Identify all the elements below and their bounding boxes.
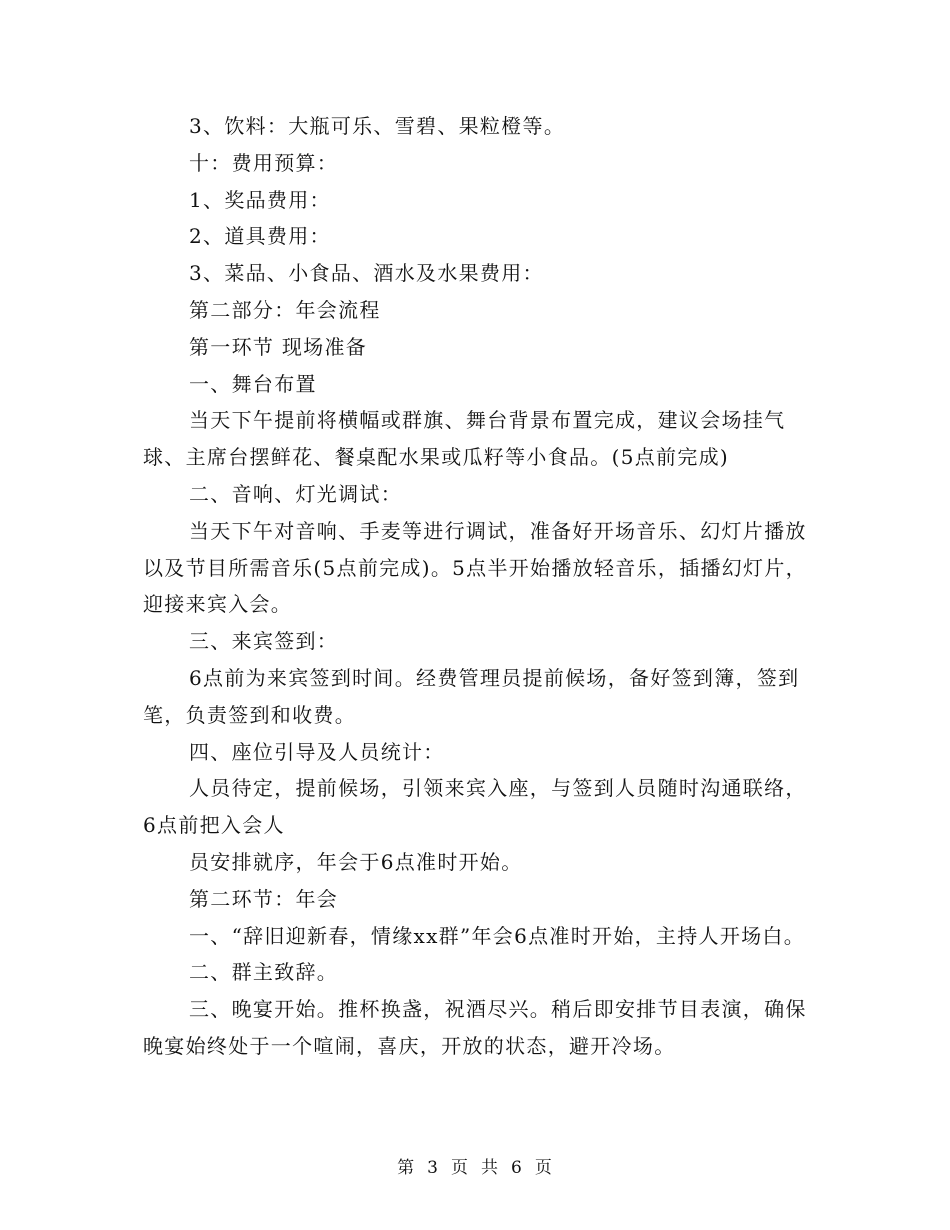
current-page-number: 3: [427, 1158, 439, 1178]
paragraph: 6点前为来宾签到时间。经费管理员提前候场，备好签到簿，签到笔，负责签到和收费。: [143, 665, 800, 727]
paragraph: 三、来宾签到：: [189, 629, 339, 654]
paragraph: 四、座位引导及人员统计：: [189, 739, 445, 764]
paragraph: 一、“辞旧迎新春，情缘xx群”年会6点准时开始，主持人开场白。: [189, 923, 806, 948]
paragraph: 二、群主致辞。: [189, 960, 339, 985]
total-pages-number: 6: [511, 1158, 523, 1178]
section-heading: 第二环节：年会: [189, 886, 339, 911]
page-label-prefix: 第: [397, 1158, 416, 1178]
paragraph: 一、舞台布置: [189, 371, 317, 396]
page-label-suffix: 页: [534, 1158, 553, 1178]
paragraph: 1、奖品费用：: [189, 187, 331, 212]
paragraph: 员安排就序，年会于6点准时开始。: [189, 849, 523, 874]
total-label: 共: [481, 1158, 499, 1178]
paragraph: 2、道具费用：: [189, 224, 331, 249]
section-heading: 第二部分：年会流程: [189, 297, 381, 322]
paragraph: 3、菜品、小食品、酒水及水果费用：: [189, 261, 544, 286]
paragraph: 当天下午对音响、手麦等进行调试，准备好开场音乐、幻灯片播放以及节目所需音乐(5点前完成)。5点半开始播放轻音乐，插播幻灯片，迎接来宾入会。: [143, 518, 807, 617]
page-label-mid: 页: [451, 1158, 469, 1178]
paragraph: 三、晚宴开始。推杯换盏，祝酒尽兴。稍后即安排节目表演，确保晚宴始终处于一个喧闹，喜庆，开放的状态，避开冷场。: [143, 997, 807, 1058]
document-body: [143, 108, 811, 1065]
paragraph: 人员待定，提前候场，引领来宾入座，与签到人员随时沟通联络，6点前把入会人: [143, 776, 807, 838]
paragraph: 二、音响、灯光调试：: [189, 481, 402, 506]
paragraph: 当天下午提前将横幅或群旗、舞台背景布置完成，建议会场挂气球、主席台摆鲜花、餐桌配水果或瓜籽等小食品。(5点前完成): [143, 408, 786, 470]
page-footer: [0, 1153, 950, 1178]
paragraph: 3、饮料：大瓶可乐、雪碧、果粒橙等。: [189, 114, 566, 138]
section-heading: 第一环节 现场准备: [189, 334, 368, 359]
paragraph: 十：费用预算：: [189, 150, 339, 175]
